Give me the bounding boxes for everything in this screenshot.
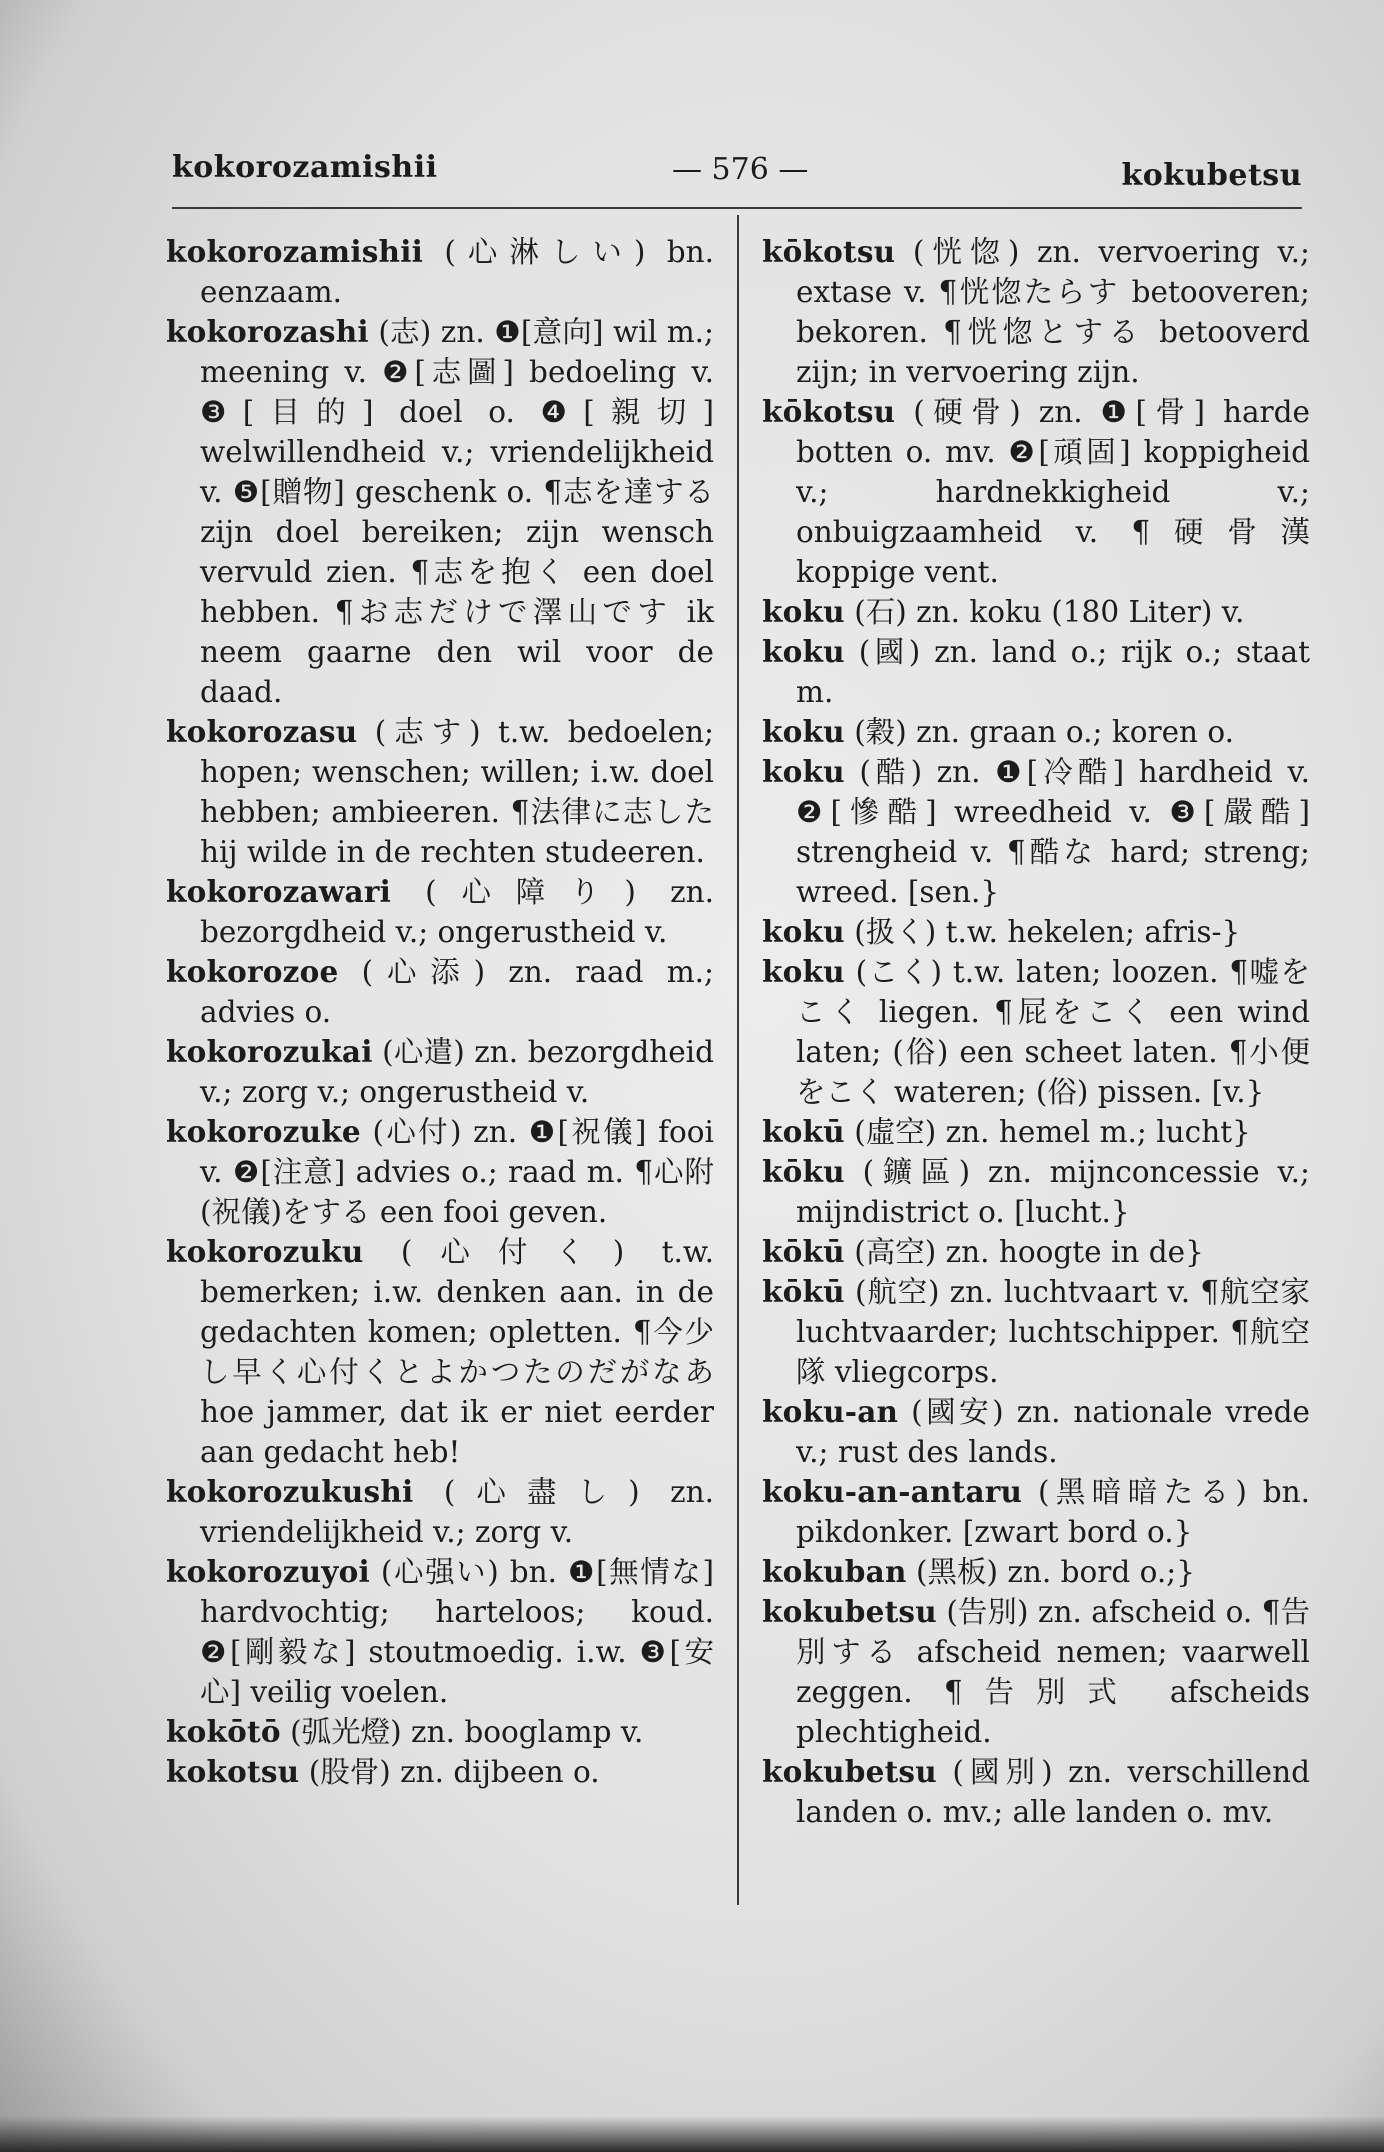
dictionary-entry bbox=[762, 1552, 1310, 1592]
entry-text: (心盡し) zn. vriendelijkheid v.; zorg v. bbox=[200, 1475, 714, 1549]
entry-text: (志) zn. ❶[意向] wil m.; meening v. ❷[志圖] bedoeling v. ❸[目的] doel o. ❹[親切] welwillendheid v.; vriendelijkheid v. ❺[贈物] geschenk o. ¶志を達する zijn doel bereiken; zijn wensch vervuld zien. ¶志を抱く een doel hebben. ¶お志だけで澤山です ik neem gaarne den wil voor de daad. bbox=[200, 315, 714, 709]
entry-text: (國) zn. land o.; rijk o.; staat m. bbox=[796, 635, 1310, 709]
running-head bbox=[172, 150, 1302, 200]
entry-headword: koku bbox=[762, 634, 845, 669]
entry-text: (心障り) zn. bezorgdheid v.; ongerustheid v. bbox=[200, 875, 714, 949]
entry-headword: kokorozawari bbox=[166, 874, 391, 909]
entry-text: (こく) t.w. laten; loozen. ¶嘘をこく liegen. ¶屁をこく een wind laten; (俗) een scheet laten. ¶小便をこく wateren; (俗) pissen. [v.} bbox=[796, 955, 1310, 1109]
entry-headword: kokubetsu bbox=[762, 1594, 937, 1629]
page-number: — 576 — bbox=[672, 152, 809, 187]
dictionary-entry bbox=[762, 1472, 1310, 1552]
entry-headword: kokorozoe bbox=[166, 954, 339, 989]
entry-text: (弧光燈) zn. booglamp v. bbox=[280, 1715, 644, 1749]
entry-headword: kokorozuku bbox=[166, 1234, 364, 1269]
dictionary-entry bbox=[166, 312, 714, 712]
entry-text: (心付) zn. ❶[祝儀] fooi v. ❷[注意] advies o.; raad m. ¶心附(祝儀)をする een fooi geven. bbox=[200, 1115, 714, 1229]
dictionary-entry bbox=[762, 232, 1310, 392]
entry-headword: koku bbox=[762, 954, 845, 989]
entry-headword: koku bbox=[762, 914, 845, 949]
running-head-left: kokorozamishii bbox=[172, 150, 438, 185]
entry-headword: koku bbox=[762, 754, 845, 789]
entry-headword: kokotsu bbox=[166, 1754, 300, 1789]
entry-text: (硬骨) zn. ❶[骨] harde botten o. mv. ❷[頑固] koppigheid v.; hardnekkigheid v.; onbuigzaamheid v. ¶硬骨漢 koppige vent. bbox=[796, 395, 1310, 589]
left-column bbox=[166, 232, 714, 1792]
entry-headword: kōku bbox=[762, 1154, 845, 1189]
entry-text: (心遣) zn. bezorgdheid v.; zorg v.; ongerustheid v. bbox=[200, 1035, 714, 1109]
dictionary-entry bbox=[166, 232, 714, 312]
entry-headword: kōkū bbox=[762, 1274, 845, 1309]
header-rule bbox=[172, 207, 1302, 209]
entry-headword: kokorozashi bbox=[166, 314, 369, 349]
column-divider bbox=[737, 215, 739, 1905]
entry-headword: kokorozasu bbox=[166, 714, 358, 749]
entry-text: (心强い) bn. ❶[無情な] hardvochtig; harteloos; koud. ❷[剛毅な] stoutmoedig. i.w. ❸[安心] veilig voelen. bbox=[200, 1555, 714, 1709]
entry-headword: kokū bbox=[762, 1114, 845, 1149]
entry-text: (國別) zn. verschillend landen o. mv.; alle landen o. mv. bbox=[796, 1755, 1310, 1829]
dictionary-entry bbox=[762, 752, 1310, 912]
dictionary-entry bbox=[762, 1232, 1310, 1272]
entry-text: (高空) zn. hoogte in de} bbox=[844, 1235, 1204, 1269]
entry-text: (黑暗暗たる) bn. pikdonker. [zwart bord o.} bbox=[796, 1475, 1310, 1549]
entry-headword: kokōtō bbox=[166, 1714, 281, 1749]
entry-text: (心付く) t.w. bemerken; i.w. denken aan. in de gedachten komen; opletten. ¶今少し早く心付くとよかつたのだがなあ hoe jammer, dat ik er niet eerder aan gedacht heb! bbox=[200, 1235, 714, 1469]
entry-headword: kokorozuyoi bbox=[166, 1554, 370, 1589]
dictionary-entry bbox=[762, 632, 1310, 712]
entry-text: (石) zn. koku (180 Liter) v. bbox=[844, 595, 1245, 629]
entry-text: (黑板) zn. bord o.;} bbox=[906, 1555, 1195, 1589]
dictionary-entry bbox=[166, 712, 714, 872]
dictionary-entry bbox=[762, 392, 1310, 592]
entry-text: (鑛區) zn. mijnconcessie v.; mijndistrict o. [lucht.} bbox=[796, 1155, 1310, 1229]
entry-text: (酷) zn. ❶[冷酷] hardheid v. ❷[慘酷] wreedheid v. ❸[嚴酷] strengheid v. ¶酷な hard; streng; wreed. [sen.} bbox=[796, 755, 1310, 909]
entry-headword: koku-an-antaru bbox=[762, 1474, 1023, 1509]
dictionary-entry bbox=[762, 1592, 1310, 1752]
entry-text: (扱く) t.w. hekelen; afris-} bbox=[844, 915, 1241, 949]
entry-headword: koku bbox=[762, 714, 845, 749]
entry-headword: kokorozamishii bbox=[166, 234, 424, 269]
entry-text: (心淋しい) bn. eenzaam. bbox=[200, 235, 714, 309]
right-column bbox=[762, 232, 1310, 1832]
dictionary-entry bbox=[166, 1032, 714, 1112]
entry-headword: kokuban bbox=[762, 1554, 907, 1589]
entry-text: (虛空) zn. hemel m.; lucht} bbox=[844, 1115, 1251, 1149]
entry-text: (航空) zn. luchtvaart v. ¶航空家 luchtvaarder; luchtschipper. ¶航空隊 vliegcorps. bbox=[796, 1275, 1310, 1389]
dictionary-entry bbox=[762, 592, 1310, 632]
entry-text: (穀) zn. graan o.; koren o. bbox=[844, 715, 1235, 749]
dictionary-entry bbox=[762, 1272, 1310, 1392]
entry-text: (告別) zn. afscheid o. ¶告別する afscheid nemen; vaarwell zeggen. ¶告別式 afscheids plechtigheid. bbox=[796, 1595, 1310, 1749]
entry-headword: kōkotsu bbox=[762, 394, 896, 429]
entry-text: (志す) t.w. bedoelen; hopen; wenschen; willen; i.w. doel hebben; ambieeren. ¶法律に志した hij wilde in de rechten studeeren. bbox=[200, 715, 714, 869]
dictionary-entry bbox=[762, 952, 1310, 1112]
dictionary-entry bbox=[166, 1232, 714, 1472]
entry-headword: kokorozuke bbox=[166, 1114, 361, 1149]
dictionary-entry bbox=[762, 712, 1310, 752]
dictionary-entry bbox=[762, 1112, 1310, 1152]
dictionary-entry bbox=[762, 1752, 1310, 1832]
entry-headword: kokorozukai bbox=[166, 1034, 373, 1069]
dictionary-entry bbox=[166, 1712, 714, 1752]
entry-text: (國安) zn. nationale vrede v.; rust des lands. bbox=[796, 1395, 1310, 1469]
entry-headword: koku bbox=[762, 594, 845, 629]
entry-headword: koku-an bbox=[762, 1394, 899, 1429]
entry-headword: kōkotsu bbox=[762, 234, 896, 269]
dictionary-entry bbox=[166, 952, 714, 1032]
entry-text: (心添) zn. raad m.; advies o. bbox=[200, 955, 714, 1029]
dictionary-entry bbox=[762, 1152, 1310, 1232]
dictionary-entry bbox=[166, 872, 714, 952]
dictionary-entry bbox=[762, 912, 1310, 952]
dictionary-entry bbox=[762, 1392, 1310, 1472]
dictionary-entry bbox=[166, 1112, 714, 1232]
running-head-right: kokubetsu bbox=[1121, 158, 1302, 193]
entry-text: (股骨) zn. dijbeen o. bbox=[299, 1755, 600, 1789]
dictionary-entry bbox=[166, 1552, 714, 1712]
entry-headword: kokubetsu bbox=[762, 1754, 937, 1789]
dictionary-entry bbox=[166, 1752, 714, 1792]
entry-headword: kokorozukushi bbox=[166, 1474, 414, 1509]
entry-headword: kōkū bbox=[762, 1234, 845, 1269]
dictionary-entry bbox=[166, 1472, 714, 1552]
entry-text: (恍惚) zn. vervoering v.; extase v. ¶恍惚たらす betooveren; bekoren. ¶恍惚とする betooverd zijn; in vervoering zijn. bbox=[796, 235, 1310, 389]
